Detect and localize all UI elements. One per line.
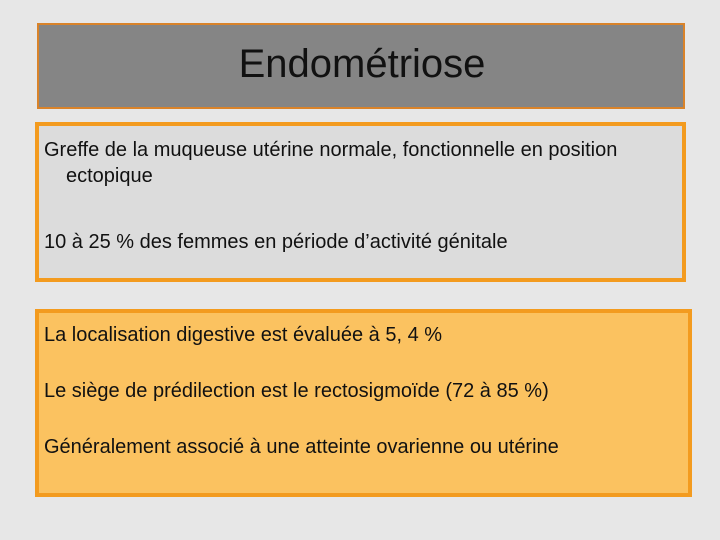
localisation-text: La localisation digestive est évaluée à 5, 4 %: [44, 324, 443, 346]
prevalence-text: 10 à 25 % des femmes en période d’activité génitale: [44, 231, 508, 253]
slide-title: Endométriose: [238, 41, 486, 86]
definition-text: Greffe de la muqueuse utérine normale, fonctionnelle en position ectopique: [44, 139, 618, 187]
definition-box: [35, 122, 686, 282]
predilection-text: Le siège de prédilection est le rectosigmoïde (72 à 85 %): [44, 380, 549, 402]
association-text: Généralement associé à une atteinte ovarienne ou utérine: [44, 436, 559, 458]
digestive-info-box: [35, 309, 692, 497]
title-box: [37, 23, 685, 109]
